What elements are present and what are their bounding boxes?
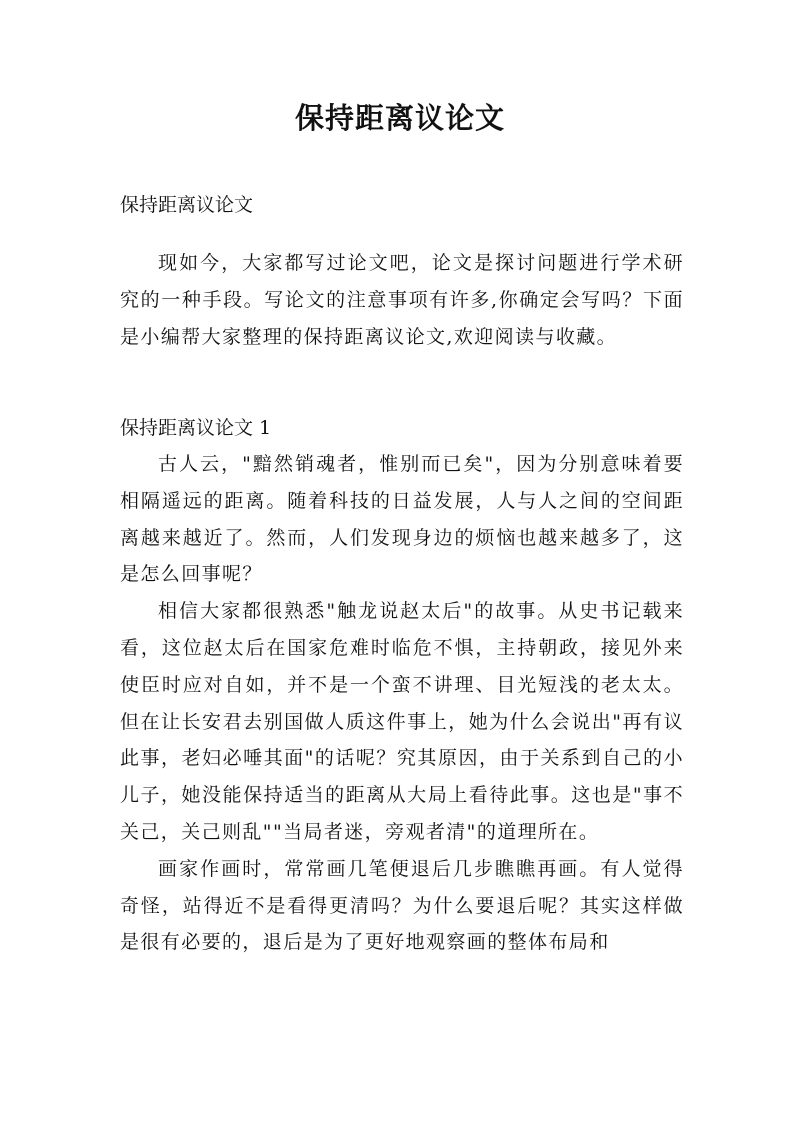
body-paragraph: 相信大家都很熟悉"触龙说赵太后"的故事。从史书记载来看，这位赵太后在国家危难时临危不惧，主持朝政，接见外来使臣时应对自如，并不是一个蛮不讲理、目光短浅的老太太。但在让长安君去别国做人质这件事上，她为什么会说出"再有议此事，老妇必唾其面"的话呢？究其原因，由于关系到自己的小儿子，她没能保持适当的距离从大局上看待此事。这也是"事不关己，关己则乱""当局者迷，旁观者清"的道理所在。 <box>120 600 684 843</box>
intro-paragraph: 现如今，大家都写过论文吧，论文是探讨问题进行学术研究的一种手段。写论文的注意事项有许多,你确定会写吗？下面是小编帮大家整理的保持距离议论文,欢迎阅读与收藏。 <box>120 252 684 348</box>
body-paragraph: 古人云，"黯然销魂者，惟别而已矣"，因为分别意味着要相隔遥远的距离。随着科技的日益发展，人与人之间的空间距离越来越近了。然而，人们发现身边的烦恼也越来越多了，这是怎么回事呢？ <box>120 453 684 586</box>
intro-section <box>120 245 684 355</box>
body-section <box>120 446 684 961</box>
body-paragraph: 画家作画时，常常画几笔便退后几步瞧瞧再画。有人觉得奇怪，站得近不是看得更清吗？为什么要退后呢？其实这样做是很有必要的，退后是为了更好地观察画的整体布局和 <box>120 857 684 954</box>
document-subtitle: 保持距离议论文 <box>120 194 254 216</box>
document-title: 保持距离议论文 <box>294 101 505 135</box>
section-heading: 保持距离议论文 1 <box>120 417 272 439</box>
